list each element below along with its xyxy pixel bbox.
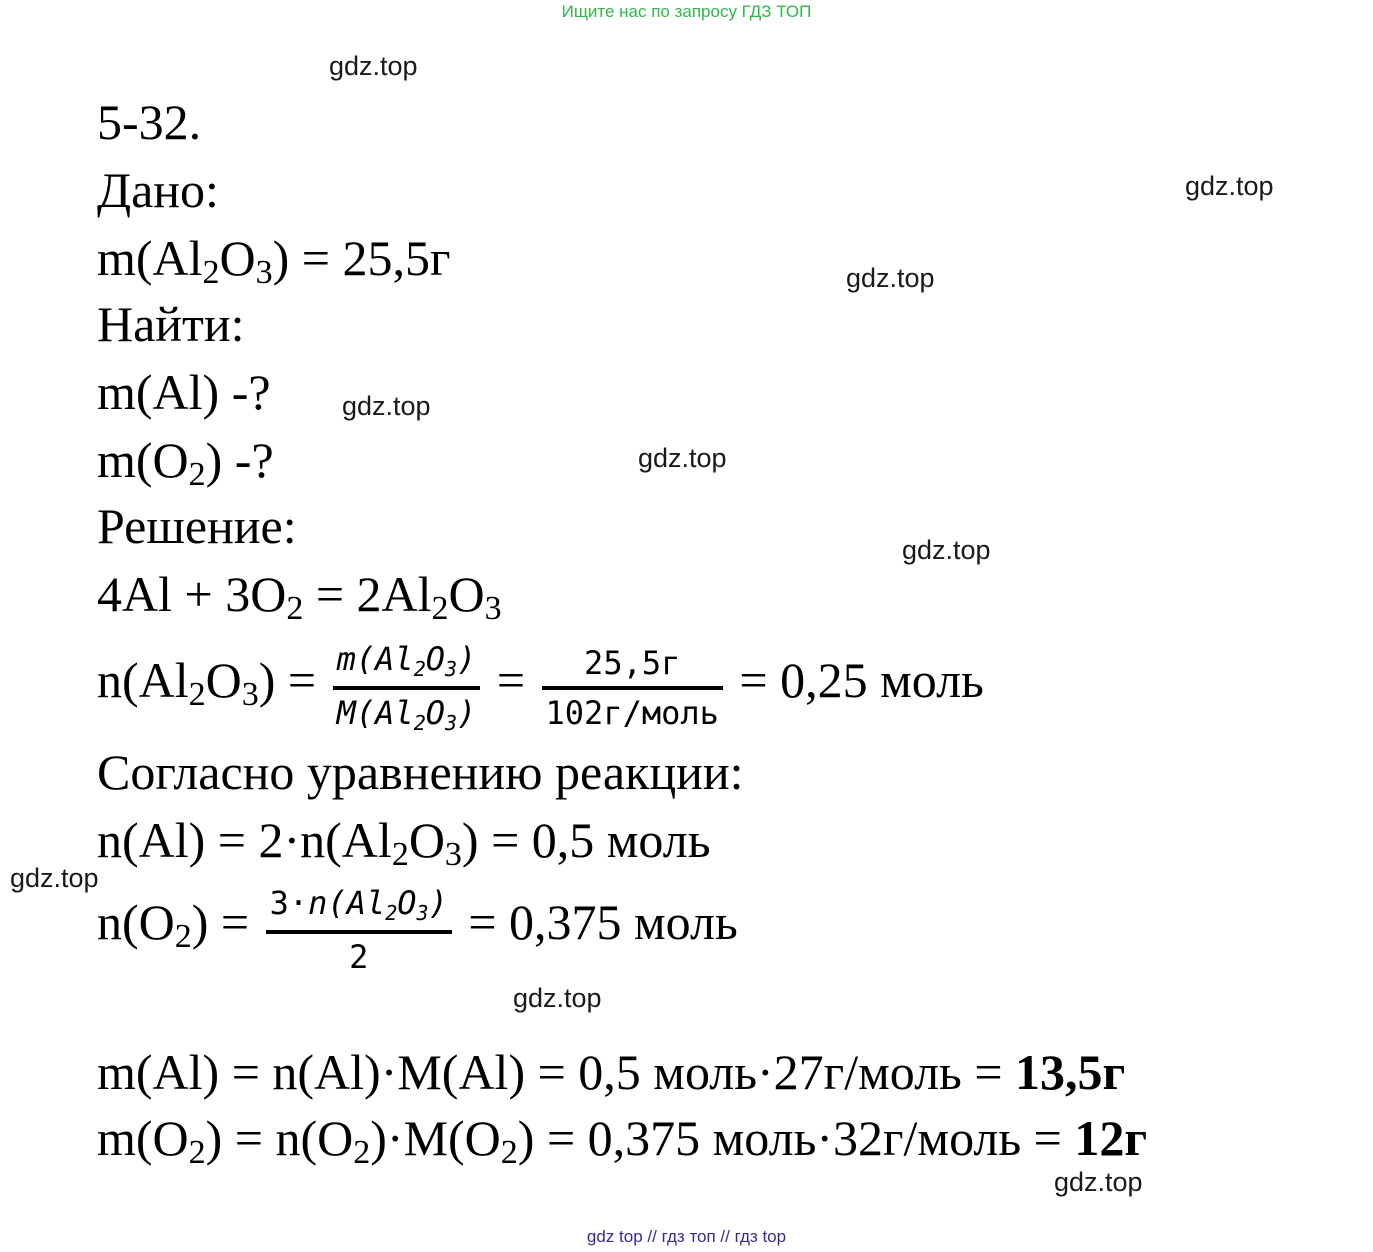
according-to-reaction: Согласно уравнению реакции: [97, 744, 744, 800]
watermark: gdz.top [1185, 171, 1274, 201]
m-o2-result: m(O2) = n(O2)·M(O2) = 0,375 моль·32г/моль = 12г [97, 1110, 1148, 1171]
watermark: gdz.top [902, 535, 991, 565]
footer-links: gdz top // гдз топ // гдз top [586, 1227, 787, 1246]
watermark: gdz.top [1054, 1167, 1143, 1197]
watermark: gdz.top [342, 391, 431, 421]
answer-o2: 12г [1074, 1110, 1148, 1166]
watermark: gdz.top [846, 263, 935, 293]
watermark: gdz.top [638, 443, 727, 473]
find-label: Найти: [97, 296, 245, 352]
find-al: m(Al) -? [97, 364, 271, 420]
fraction-values: $\frac{25,5г}{\text{102г/моль}}$ [542, 646, 723, 730]
problem-number: 5-32. [97, 94, 202, 150]
find-o2: m(O2) -? [97, 432, 274, 493]
given-mass: m(Al2O3) = 25,5г [97, 230, 451, 291]
m-al-result: m(Al) = n(Al)·M(Al) = 0,5 моль·27г/моль = 13,5г [97, 1044, 1126, 1100]
watermark: gdz.top [10, 863, 99, 893]
watermark: gdz.top [329, 51, 418, 81]
n-o2-formula: n(O2) = $\frac{3\cdot n(Al2O3)}{2}$ = 0,375 моль [97, 883, 738, 976]
n-al2o3-formula: n(Al2O3) = $\frac{m(Al2O3)}{M(Al2O3)}$ = $\frac{25,5г}{\text{102г/моль}}$ = 0,25 моль [97, 639, 984, 735]
search-hint: Ищите нас по запросу ГДЗ ТОП [561, 2, 812, 21]
reaction-equation: 4Al + 3O2 = 2Al2O3 [97, 566, 502, 627]
fraction-n-o2: $\frac{3\cdot n(Al2O3)}{2}$ [266, 886, 452, 974]
solution-label: Решение: [97, 498, 297, 554]
fraction-mass-over-molar: $\frac{m(Al2O3)}{M(Al2O3)}$ [333, 642, 481, 734]
watermark: gdz.top [513, 983, 602, 1013]
answer-al: 13,5г [1015, 1044, 1126, 1100]
n-al-formula: n(Al) = 2·n(Al2O3) = 0,5 моль [97, 812, 711, 873]
given-label: Дано: [97, 162, 219, 218]
